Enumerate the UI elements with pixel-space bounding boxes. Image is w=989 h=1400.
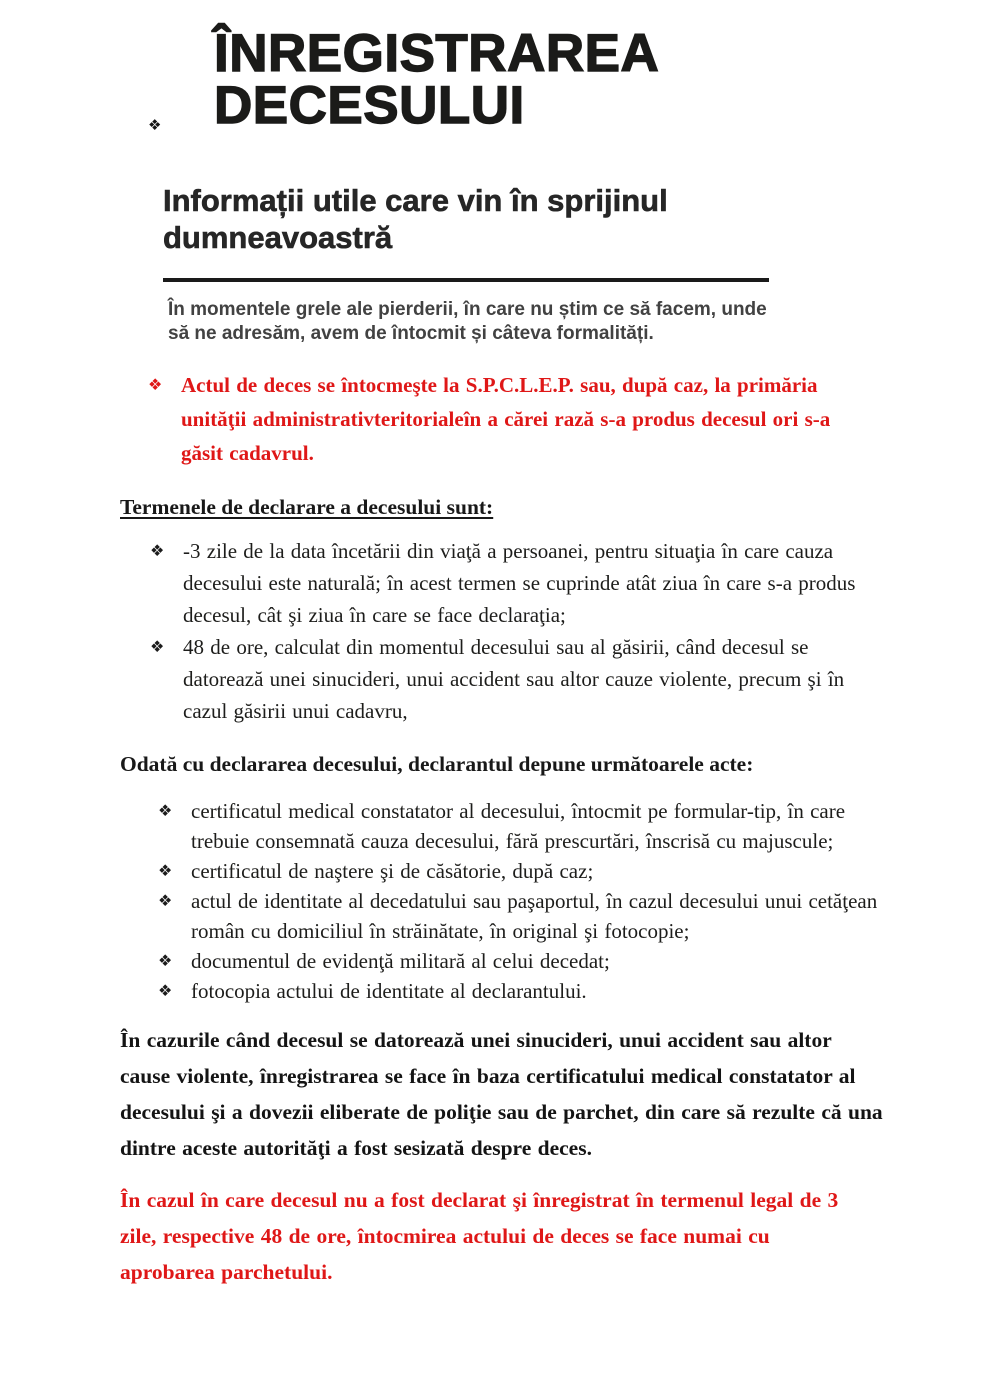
list-item <box>150 535 989 631</box>
list-item <box>158 976 989 1006</box>
list-item-text: 48 de ore, calculat din momentul decesului sau al găsirii, când decesul se datorează unei sinucideri, unui accident sau altor cauze violente, precum şi în cazul găsirii unui cadavru, <box>183 635 845 723</box>
diamond-bullet-icon: ❖ <box>158 951 173 970</box>
divider-rule <box>163 278 769 282</box>
diamond-bullet-icon: ❖ <box>158 861 173 880</box>
diamond-marker-icon: ❖ <box>148 116 162 134</box>
late-registration-paragraph: În cazul în care decesul nu a fost declarat şi înregistrat în termenul legal de 3 zile, respective 48 de ore, întocmirea actului de deces se face numai cu aprobarea parchetului. <box>120 1188 839 1284</box>
page-title-line2: DECESULUI <box>214 76 525 135</box>
terms-list <box>150 535 989 727</box>
diamond-bullet-icon: ❖ <box>158 981 173 1000</box>
diamond-bullet-icon: ❖ <box>150 637 165 656</box>
page-title <box>0 0 989 135</box>
list-item-text: fotocopia actului de identitate al declarantului. <box>191 979 587 1003</box>
violent-death-paragraph: În cazurile când decesul se datorează unei sinucideri, unui accident sau altor cause violente, înregistrarea se face în baza certificatului medical constatator al decesului şi a dovezii eliberate de poliţie sau de parchet, din care să rezulte că una dintre aceste autorităţi a fost sesizată despre deces. <box>120 1028 883 1160</box>
diamond-bullet-icon: ❖ <box>148 375 163 394</box>
highlight-text: Actul de deces se întocmeşte la S.P.C.L.E.P. sau, după caz, la primăria unităţii administrativteritorialeîn a cărei rază s-a produs decesul ori s-a găsit cadavrul. <box>181 373 831 465</box>
list-item-text: certificatul medical constatator al decesului, întocmit pe formular-tip, în care trebuie consemnată cauza decesului, fără prescurtări, înscrisă cu majuscule; <box>191 799 846 853</box>
highlight-item <box>148 368 874 470</box>
list-item-text: actul de identitate al decedatului sau paşaportul, în cazul decesului unui cetăţean român cu domiciliul în străinătate, în original şi fotocopie; <box>191 889 878 943</box>
page-subtitle: Informații utile care vin în sprijinul dumneavoastră <box>163 183 668 255</box>
terms-section-heading: Termenele de declarare a decesului sunt: <box>120 495 494 519</box>
list-item <box>158 886 989 946</box>
diamond-bullet-icon: ❖ <box>150 541 165 560</box>
list-item-text: certificatul de naştere şi de căsătorie, după caz; <box>191 859 594 883</box>
documents-section-heading: Odată cu declararea decesului, declarantul depune următoarele acte: <box>120 752 754 776</box>
diamond-bullet-icon: ❖ <box>158 801 173 820</box>
list-item <box>158 856 989 886</box>
list-item-text: -3 zile de la data încetării din viaţă a persoanei, pentru situaţia în care cauza decesului este naturală; în acest termen se cuprinde atât ziua în care s-a produs decesul, cât şi ziua în care se face declaraţia; <box>183 539 856 627</box>
list-item <box>158 946 989 976</box>
list-item <box>150 631 989 727</box>
list-item-text: documentul de evidenţă militară al celui decedat; <box>191 949 610 973</box>
documents-list <box>158 796 989 1006</box>
page-title-line1: ÎNREGISTRAREA <box>214 24 660 83</box>
diamond-bullet-icon: ❖ <box>158 891 173 910</box>
intro-text: În momentele grele ale pierderii, în care nu știm ce să facem, unde să ne adresăm, avem de întocmit și câteva formalități. <box>168 299 767 344</box>
list-item <box>158 796 989 856</box>
